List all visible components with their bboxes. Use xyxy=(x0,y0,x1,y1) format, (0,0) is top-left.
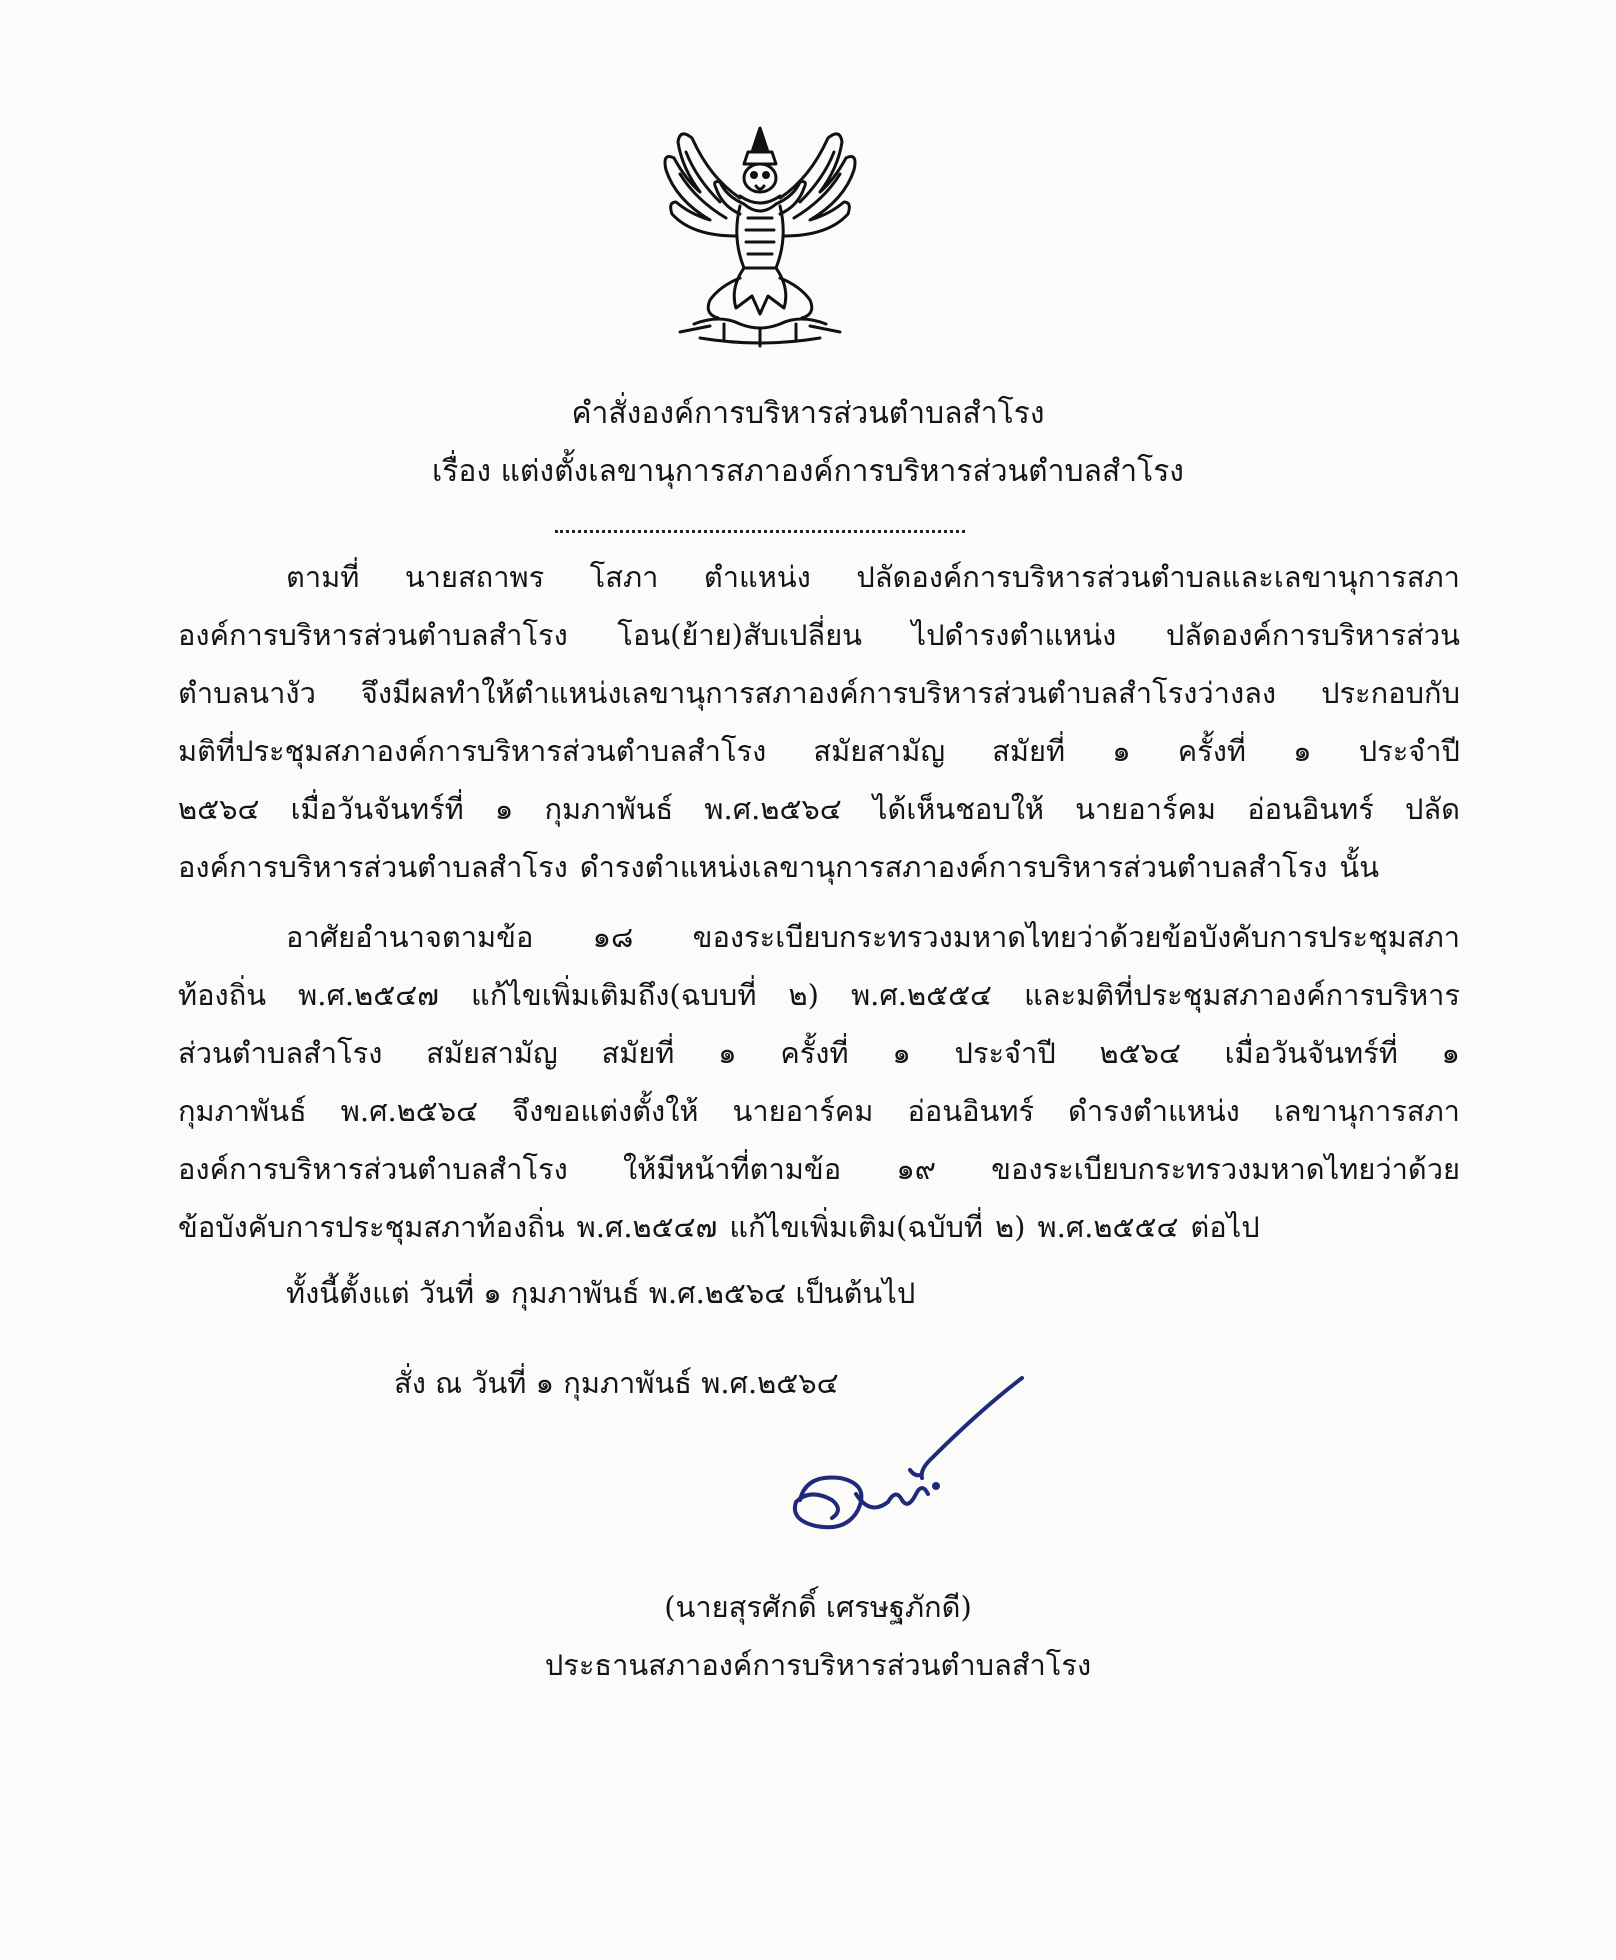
paragraph-line: มติที่ประชุมสภาองค์การบริหารส่วนตำบลสำโรง สมัยสามัญ สมัยที่ ๑ ครั้งที่ ๑ ประจำปี xyxy=(178,734,1460,768)
paragraph-line: กุมภาพันธ์ พ.ศ.๒๕๖๔ จึงขอแต่งตั้งให้ นายอาร์คม อ่อนอินทร์ ดำรงตำแหน่ง เลขานุการสภา xyxy=(178,1094,1460,1128)
paragraph-line: องค์การบริหารส่วนตำบลสำโรง ดำรงตำแหน่งเลขานุการสภาองค์การบริหารส่วนตำบลสำโรง นั้น xyxy=(178,850,1380,884)
paragraph-line: ๒๕๖๔ เมื่อวันจันทร์ที่ ๑ กุมภาพันธ์ พ.ศ.๒๕๖๔ ได้เห็นชอบให้ นายอาร์คม อ่อนอินทร์ ปลัด xyxy=(178,792,1460,826)
paragraph-1 xyxy=(178,548,1460,896)
paragraph-2 xyxy=(178,908,1460,1256)
paragraph-line: องค์การบริหารส่วนตำบลสำโรง ให้มีหน้าที่ตามข้อ ๑๙ ของระเบียบกระทรวงมหาดไทยว่าด้วย xyxy=(178,1152,1460,1186)
paragraph-line: ท้องถิ่น พ.ศ.๒๕๔๗ แก้ไขเพิ่มเติมถึง(ฉบบที่ ๒) พ.ศ.๒๕๕๔ และมติที่ประชุมสภาองค์การบริหาร xyxy=(178,978,1460,1012)
paragraph-line: ตามที่ นายสถาพร โสภา ตำแหน่ง ปลัดองค์การบริหารส่วนตำบลและเลขานุการสภา xyxy=(286,560,1460,594)
subject-line: เรื่อง แต่งตั้งเลขานุการสภาองค์การบริหารส่วนตำบลสำโรง xyxy=(432,454,1184,489)
order-title: คำสั่งองค์การบริหารส่วนตำบลสำโรง xyxy=(571,396,1045,431)
effective-date-line: ทั้งนี้ตั้งแต่ วันที่ ๑ กุมภาพันธ์ พ.ศ.๒๕๖๔ เป็นต้นไป xyxy=(286,1276,916,1310)
signer-position: ประธานสภาองค์การบริหารส่วนตำบลสำโรง xyxy=(544,1648,1092,1682)
paragraph-line: อาศัยอำนาจตามข้อ ๑๘ ของระเบียบกระทรวงมหาดไทยว่าด้วยข้อบังคับการประชุมสภา xyxy=(286,920,1460,954)
handwritten-signature-icon xyxy=(770,1370,1050,1560)
paragraph-line: องค์การบริหารส่วนตำบลสำโรง โอน(ย้าย)สับเปลี่ยน ไปดำรงตำแหน่ง ปลัดองค์การบริหารส่วน xyxy=(178,618,1460,652)
dotted-divider xyxy=(555,510,965,533)
paragraph-line: ข้อบังคับการประชุมสภาท้องถิ่น พ.ศ.๒๕๔๗ แก้ไขเพิ่มเติม(ฉบับที่ ๒) พ.ศ.๒๕๕๔ ต่อไป xyxy=(178,1210,1260,1244)
signer-name: (นายสุรศักดิ์ เศรษฐภักดี) xyxy=(664,1590,972,1624)
order-date-line: สั่ง ณ วันที่ ๑ กุมภาพันธ์ พ.ศ.๒๕๖๔ xyxy=(394,1366,839,1400)
title-block xyxy=(0,385,1616,501)
garuda-emblem-icon xyxy=(640,118,880,358)
paragraph-line: ตำบลนางัว จึงมีผลทำให้ตำแหน่งเลขานุการสภาองค์การบริหารส่วนตำบลสำโรงว่างลง ประกอบกับ xyxy=(178,676,1460,710)
paragraph-line: ส่วนตำบลสำโรง สมัยสามัญ สมัยที่ ๑ ครั้งที่ ๑ ประจำปี ๒๕๖๔ เมื่อวันจันทร์ที่ ๑ xyxy=(178,1036,1460,1070)
